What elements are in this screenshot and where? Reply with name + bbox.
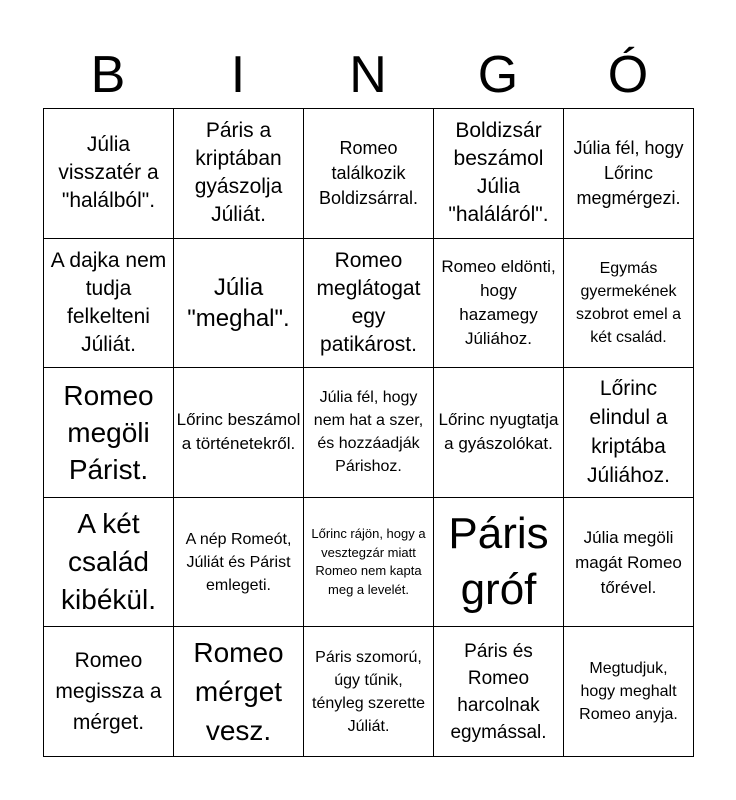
bingo-cell-r4-c5[interactable]: Júlia megöli magát Romeo tőrével. — [564, 498, 694, 628]
bingo-cell-r1-c2[interactable]: Páris a kriptában gyászolja Júliát. — [174, 109, 304, 239]
bingo-cell-r5-c5[interactable]: Megtudjuk, hogy meghalt Romeo anyja. — [564, 627, 694, 757]
header-letter-o: Ó — [607, 46, 649, 104]
bingo-header — [43, 44, 693, 106]
bingo-cell-r5-c3[interactable]: Páris szomorú, úgy tűnik, tényleg szerette Júliát. — [304, 627, 434, 757]
bingo-cell-r3-c1[interactable]: Romeo megöli Párist. — [44, 368, 174, 498]
bingo-cell-r5-c1[interactable]: Romeo megissza a mérget. — [44, 627, 174, 757]
header-letter-n: N — [349, 46, 387, 104]
header-letter-g: G — [477, 46, 519, 104]
bingo-cell-r4-c4[interactable]: Páris gróf — [434, 498, 564, 628]
bingo-cell-r5-c2[interactable]: Romeo mérget vesz. — [174, 627, 304, 757]
bingo-cell-r2-c2[interactable]: Júlia "meghal". — [174, 239, 304, 369]
bingo-cell-r3-c3[interactable]: Júlia fél, hogy nem hat a szer, és hozzáadják Párishoz. — [304, 368, 434, 498]
header-letter-b: B — [90, 46, 126, 104]
bingo-cell-r2-c1[interactable]: A dajka nem tudja felkelteni Júliát. — [44, 239, 174, 369]
header-letter-i: I — [230, 46, 246, 104]
bingo-cell-r4-c3[interactable]: Lőrinc rájön, hogy a vesztegzár miatt Romeo nem kapta meg a levelét. — [304, 498, 434, 628]
bingo-board — [43, 108, 694, 757]
bingo-cell-r2-c3[interactable]: Romeo meglátogat egy patikárost. — [304, 239, 434, 369]
bingo-cell-r3-c2[interactable]: Lőrinc beszámol a történetekről. — [174, 368, 304, 498]
bingo-cell-r4-c1[interactable]: A két család kibékül. — [44, 498, 174, 628]
bingo-cell-r1-c3[interactable]: Romeo találkozik Boldizsárral. — [304, 109, 434, 239]
bingo-cell-r4-c2[interactable]: A nép Romeót, Júliát és Párist emlegeti. — [174, 498, 304, 628]
bingo-cell-r5-c4[interactable]: Páris és Romeo harcolnak egymással. — [434, 627, 564, 757]
bingo-cell-r2-c5[interactable]: Egymás gyermekének szobrot emel a két család. — [564, 239, 694, 369]
bingo-cell-r1-c1[interactable]: Júlia visszatér a "halálból". — [44, 109, 174, 239]
bingo-cell-r1-c4[interactable]: Boldizsár beszámol Júlia "haláláról". — [434, 109, 564, 239]
bingo-cell-r1-c5[interactable]: Júlia fél, hogy Lőrinc megmérgezi. — [564, 109, 694, 239]
bingo-cell-r3-c5[interactable]: Lőrinc elindul a kriptába Júliához. — [564, 368, 694, 498]
bingo-cell-r3-c4[interactable]: Lőrinc nyugtatja a gyászolókat. — [434, 368, 564, 498]
bingo-cell-r2-c4[interactable]: Romeo eldönti, hogy hazamegy Júliához. — [434, 239, 564, 369]
